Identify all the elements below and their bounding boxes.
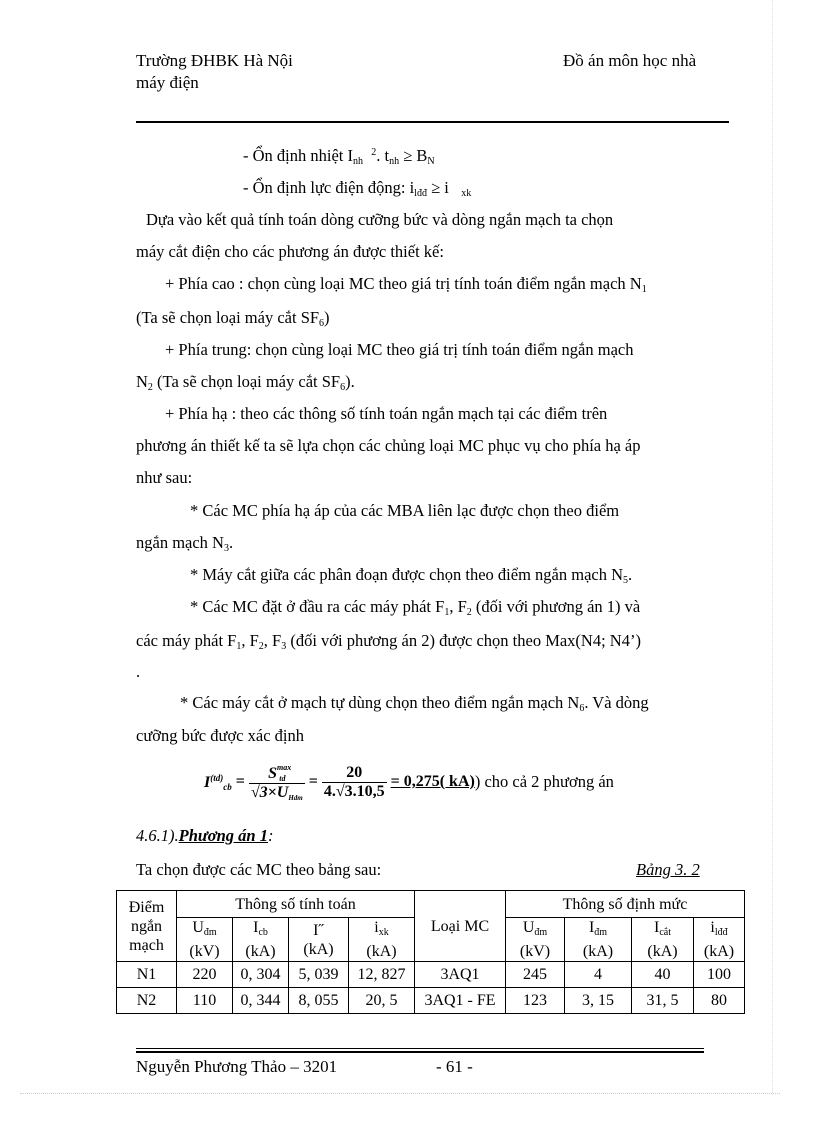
formula-frac-1: $\frac{S^{max}_{td}}{√3\times U_{Hdm}}$ <box>250 762 303 802</box>
high-side-line-1: + Phía cao : chọn cùng loại MC theo giá trị tính toán điểm ngắn mạch $N_1$ <box>165 274 647 295</box>
point-header: Điểm ngắn mạch <box>117 891 177 962</box>
table-row: N2 110 0, 344 8, 055 20, 5 3AQ1 - FE 123 3, 15 31, 5 80 <box>117 988 745 1014</box>
low-side-line-3: như sau: <box>136 468 193 487</box>
type-header: Loại MC <box>415 891 506 962</box>
page-edge-bottom <box>20 1093 780 1094</box>
low-side-line-2: phương án thiết kế ta sẽ lựa chọn các chủng loại MC phục vụ cho phía hạ áp <box>136 436 641 455</box>
page-edge-right <box>772 0 773 1095</box>
formula-eq1: = <box>235 773 245 790</box>
formula <box>204 757 614 807</box>
high-side-line-2: (Ta sẽ chọn loại máy cắt $SF_6$) <box>136 308 330 329</box>
formula-lhs: $I^{(td)}_{cb}$ <box>204 772 232 792</box>
bullet-1-line-1: * Các MC phía hạ áp của các MBA liên lạc được chọn theo điểm <box>190 501 620 520</box>
low-side-line-1: + Phía hạ : theo các thông số tính toán ngắn mạch tại các điểm trên <box>165 404 608 423</box>
thermal-condition: - Ổn định nhiệt $I_{nh}$ $^2$. $t_{nh} \ge B_N$ <box>243 146 435 167</box>
formula-eq2: = <box>308 773 318 790</box>
calc-col-icb: $I_{cb}$ (kA) <box>233 918 289 962</box>
footer-rule-1 <box>136 1048 704 1049</box>
rated-col-u: $U_{đm}$ (kV) <box>506 918 565 962</box>
table-row: N1 220 0, 304 5, 039 12, 827 3AQ1 245 4 40 100 <box>117 962 745 988</box>
rated-group-header: Thông số định mức <box>506 891 745 918</box>
header-school-line2: máy điện <box>136 73 199 92</box>
breaker-table <box>116 890 745 1014</box>
header-school <box>136 50 293 94</box>
section-heading: 4.6.1).Phương án 1: <box>136 826 274 845</box>
intro-line-1: Dựa vào kết quả tính toán dòng cưỡng bức và dòng ngắn mạch ta chọn <box>146 210 614 229</box>
bullet-4-line-1: * Các máy cắt ở mạch tự dùng chọn theo điểm ngắn mạch $N_6$. Và dòng <box>180 693 649 714</box>
formula-suffix: ) cho cả 2 phương án <box>474 772 614 791</box>
intro-line-2: máy cắt điện cho các phương án được thiết kế: <box>136 242 444 261</box>
formula-frac-2: $\frac{20}{4.√3.10,5}$ <box>323 763 385 800</box>
header-course: Đồ án môn học nhà <box>563 51 697 70</box>
mid-side-line-2: $N_2$ (Ta sẽ chọn loại máy cắt $SF_6$). <box>136 372 355 393</box>
header-school-line1: Trường ĐHBK Hà Nội <box>136 51 293 70</box>
table-intro: Ta chọn được các MC theo bảng sau: <box>136 860 382 879</box>
calc-group-header: Thông số tính toán <box>177 891 415 918</box>
bullet-3-line-1: * Các MC đặt ở đầu ra các máy phát $F_1$, $F_2$ (đối với phương án 1) và <box>190 597 641 618</box>
page-number: - 61 - <box>436 1057 473 1076</box>
rated-col-i: $I_{đm}$ (kA) <box>565 918 632 962</box>
dynamic-condition: - Ổn định lực điện động: $i_{lđđ} \ge i$ $_{xk}$ <box>243 178 472 199</box>
footer-author: Nguyễn Phương Thảo – 3201 <box>136 1057 338 1076</box>
formula-result: = 0,275( kA) <box>390 773 475 790</box>
bullet-4-line-2: cưỡng bức được xác định <box>136 726 304 745</box>
bullet-3-line-3: . <box>136 662 141 681</box>
footer-rule-2 <box>136 1051 704 1053</box>
table-label: Bảng 3. 2 <box>636 860 700 879</box>
header-rule <box>136 121 729 123</box>
bullet-1-line-2: ngắn mạch $N_3$. <box>136 533 234 554</box>
bullet-2: * Máy cắt giữa các phân đoạn được chọn theo điểm ngắn mạch $N_5$. <box>190 565 633 586</box>
rated-col-ildd: $i_{lđđ}$ (kA) <box>694 918 745 962</box>
mid-side-line-1: + Phía trung: chọn cùng loại MC theo giá trị tính toán điểm ngắn mạch <box>165 340 634 359</box>
calc-col-ipp: I˝ (kA) <box>289 918 349 962</box>
rated-col-icat: $I_{cắt}$ (kA) <box>632 918 694 962</box>
calc-col-ixk: $i_{xk}$ (kA) <box>349 918 415 962</box>
bullet-3-line-2: các máy phát $F_1$, $F_2$, $F_3$ (đối với phương án 2) được chọn theo Max(N4; N4’) <box>136 631 641 652</box>
calc-col-u: $U_{đm}$ (kV) <box>177 918 233 962</box>
